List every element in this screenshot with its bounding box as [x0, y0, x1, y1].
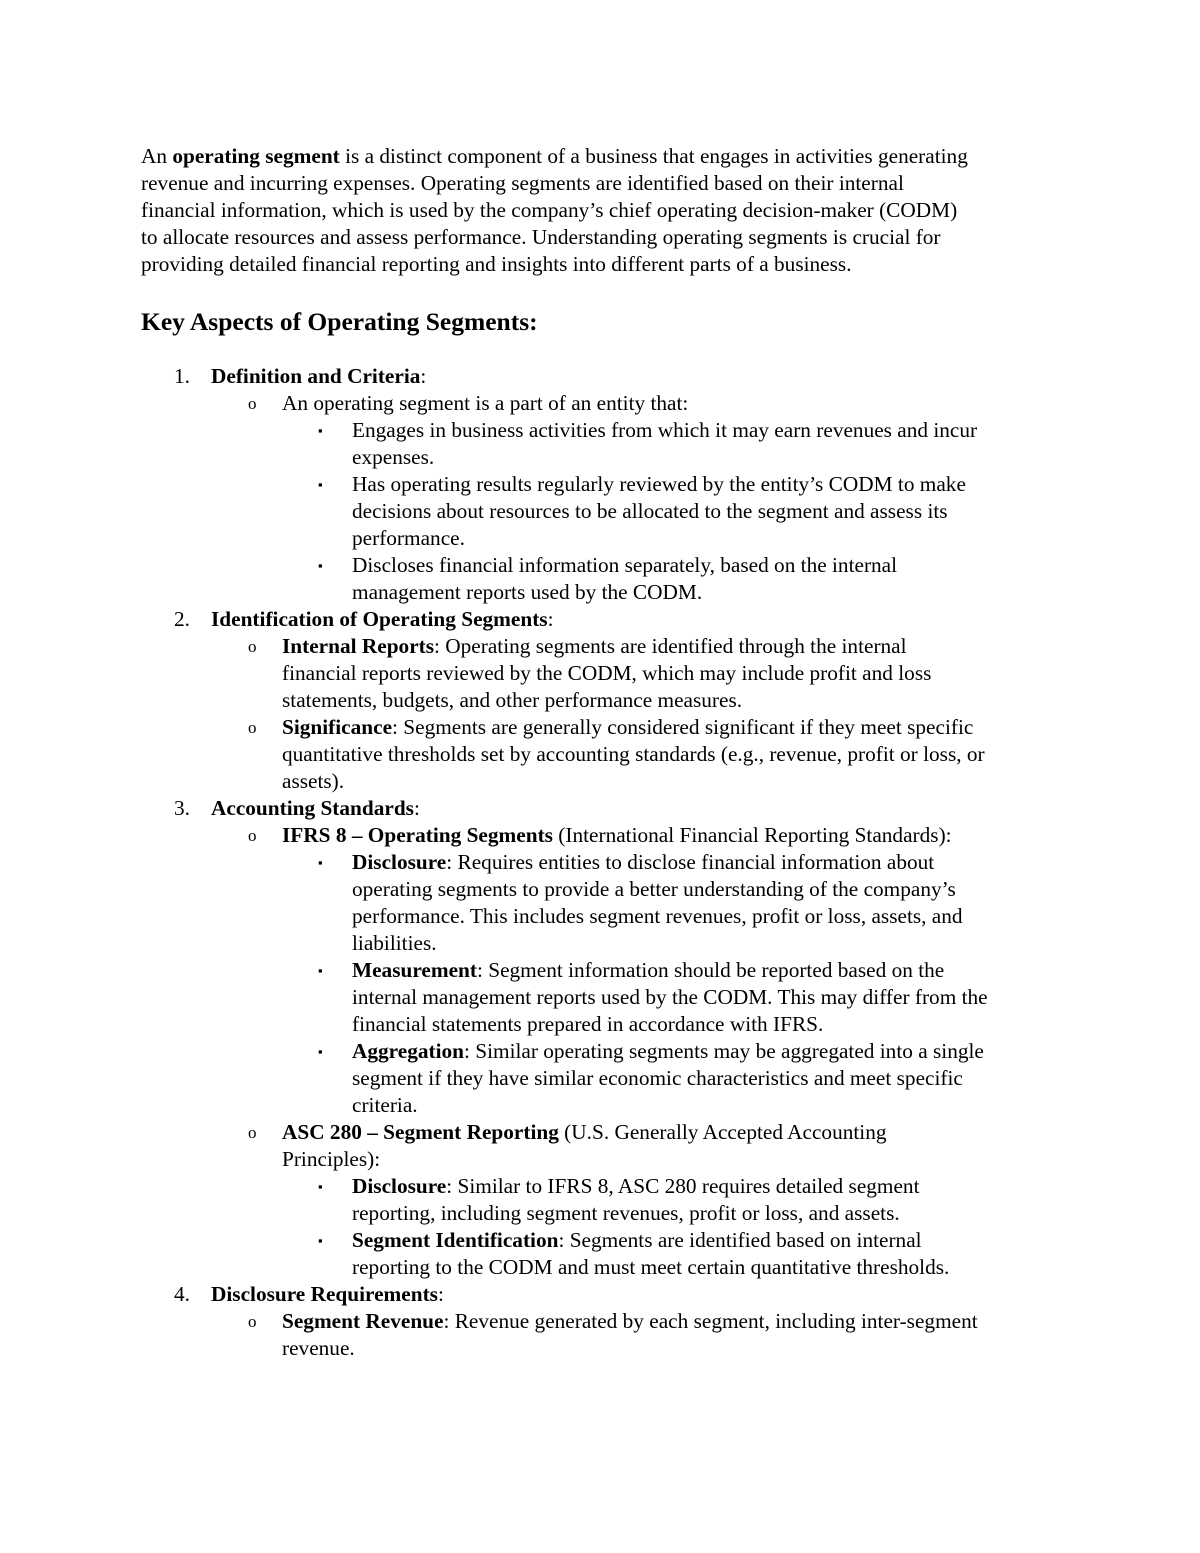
bullet-continuation: segment if they have similar economic characteristics and meet specific: [352, 1066, 963, 1090]
square-bullet-icon: ▪: [318, 1044, 323, 1059]
circle-bullet-icon: o: [248, 826, 257, 845]
sub-item-ifrs-8: o IFRS 8 – Operating Segments (International Financial Reporting Standards):: [248, 823, 952, 847]
intro-line: revenue and incurring expenses. Operating segments are identified based on their internal: [141, 171, 904, 195]
circle-bullet-icon: o: [248, 394, 257, 413]
sub-item-continuation: statements, budgets, and other performance measures.: [282, 688, 743, 712]
square-bullet-icon: ▪: [318, 477, 323, 492]
square-bullet-icon: ▪: [318, 855, 323, 870]
square-bullet-icon: ▪: [318, 1179, 323, 1194]
item-title: Definition and Criteria: [211, 364, 421, 388]
bullet-item-measurement: ▪ Measurement: Segment information should be reported based on the: [318, 958, 945, 982]
bullet-item-aggregation: ▪ Aggregation: Similar operating segments may be aggregated into a single: [318, 1039, 984, 1063]
circle-bullet-icon: o: [248, 1123, 257, 1142]
intro-line: An operating segment is a distinct component of a business that engages in activities generating: [141, 144, 968, 168]
sub-item-continuation: quantitative thresholds set by accounting standards (e.g., revenue, profit or loss, or: [282, 742, 985, 766]
bullet-continuation: performance.: [352, 526, 465, 550]
intro-line: financial information, which is used by the company’s chief operating decision-maker (CODM): [141, 198, 958, 222]
bullet-continuation: internal management reports used by the CODM. This may differ from the: [352, 985, 988, 1009]
bullet-continuation: reporting, including segment revenues, profit or loss, and assets.: [352, 1201, 900, 1225]
bullet-item-disclosure: ▪ Disclosure: Similar to IFRS 8, ASC 280 requires detailed segment: [318, 1174, 920, 1198]
list-item-definition-criteria: 1. Definition and Criteria:: [174, 364, 427, 388]
square-bullet-icon: ▪: [318, 423, 323, 438]
circle-bullet-icon: o: [248, 718, 257, 737]
item-title: Identification of Operating Segments: [211, 607, 548, 631]
bullet-continuation: reporting to the CODM and must meet certain quantitative thresholds.: [352, 1255, 950, 1279]
circle-bullet-icon: o: [248, 1312, 257, 1331]
square-bullet-icon: ▪: [318, 558, 323, 573]
list-number: 4.: [174, 1282, 190, 1306]
bullet-item-segment-identification: ▪ Segment Identification: Segments are identified based on internal: [318, 1228, 922, 1252]
bullet-item: ▪ Discloses financial information separately, based on the internal: [318, 553, 898, 577]
sub-item-asc-280: o ASC 280 – Segment Reporting (U.S. Generally Accepted Accounting: [248, 1120, 887, 1144]
sub-item-continuation: revenue.: [282, 1336, 355, 1360]
item-title: Disclosure Requirements: [211, 1282, 438, 1306]
list-number: 2.: [174, 607, 190, 631]
bullet-continuation: operating segments to provide a better understanding of the company’s: [352, 877, 956, 901]
bullet-continuation: expenses.: [352, 445, 435, 469]
sub-item: o An operating segment is a part of an entity that:: [248, 391, 689, 415]
bullet-continuation: performance. This includes segment revenues, profit or loss, assets, and: [352, 904, 963, 928]
list-item-accounting-standards: 3. Accounting Standards:: [174, 796, 420, 820]
circle-bullet-icon: o: [248, 637, 257, 656]
sub-item-continuation: Principles):: [282, 1147, 381, 1171]
bullet-continuation: decisions about resources to be allocated to the segment and assess its: [352, 499, 948, 523]
bullet-item-disclosure: ▪ Disclosure: Requires entities to disclose financial information about: [318, 850, 935, 874]
bullet-item: ▪ Has operating results regularly reviewed by the entity’s CODM to make: [318, 472, 966, 496]
bullet-continuation: liabilities.: [352, 931, 437, 955]
item-title: Accounting Standards: [211, 796, 414, 820]
square-bullet-icon: ▪: [318, 963, 323, 978]
bullet-continuation: criteria.: [352, 1093, 418, 1117]
list-item-disclosure-requirements: 4. Disclosure Requirements:: [174, 1282, 444, 1306]
sub-item-continuation: assets).: [282, 769, 345, 793]
square-bullet-icon: ▪: [318, 1233, 323, 1248]
sub-item-internal-reports: o Internal Reports: Operating segments are identified through the internal: [248, 634, 907, 658]
intro-line: to allocate resources and assess performance. Understanding operating segments is crucial for: [141, 225, 941, 249]
key-aspects-list: [0, 363, 1200, 1362]
operating-segment-term: operating segment: [172, 144, 340, 168]
sub-item-segment-revenue: o Segment Revenue: Revenue generated by each segment, including inter-segment: [248, 1309, 978, 1333]
list-number: 3.: [174, 796, 190, 820]
section-heading: Key Aspects of Operating Segments:: [141, 307, 538, 336]
intro-line: providing detailed financial reporting and insights into different parts of a business.: [141, 252, 852, 276]
list-item-identification: 2. Identification of Operating Segments:: [174, 607, 554, 631]
list-number: 1.: [174, 364, 190, 388]
bullet-continuation: management reports used by the CODM.: [352, 580, 703, 604]
bullet-item: ▪ Engages in business activities from which it may earn revenues and incur: [318, 418, 978, 442]
bullet-continuation: financial statements prepared in accordance with IFRS.: [352, 1012, 824, 1036]
sub-item-significance: o Significance: Segments are generally considered significant if they meet specific: [248, 715, 974, 739]
intro-paragraph: [141, 143, 1071, 278]
sub-item-continuation: financial reports reviewed by the CODM, which may include profit and loss: [282, 661, 932, 685]
